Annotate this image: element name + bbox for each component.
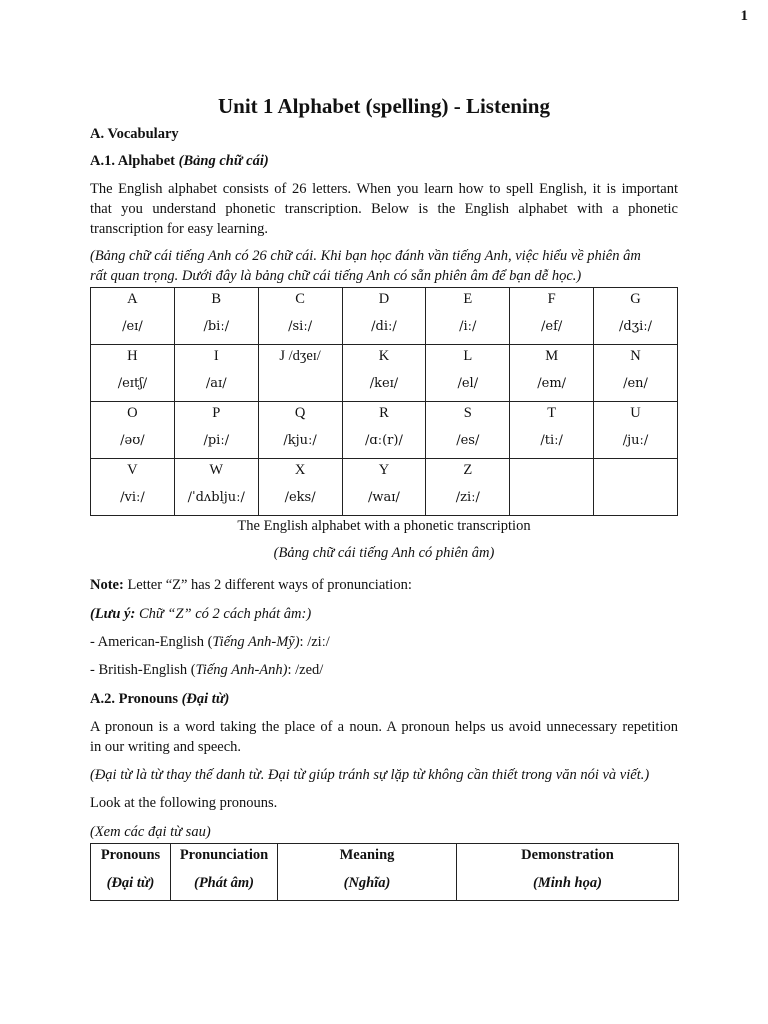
alphabet-cell (174, 402, 258, 459)
alphabet-letter: P (212, 405, 221, 421)
alphabet-letter: J /dʒeɪ/ (279, 348, 321, 364)
intro-en-line: transcription for easy learning. (90, 221, 268, 237)
alphabet-ipa: /viː/ (120, 490, 145, 505)
alphabet-ipa: /eks/ (284, 490, 316, 505)
alphabet-letter: F (547, 291, 556, 307)
alphabet-ipa: /biː/ (203, 319, 230, 334)
alphabet-cell (258, 345, 342, 402)
alphabet-ipa: /əʊ/ (120, 433, 145, 448)
a1-heading-text: A.1. Alphabet (90, 153, 179, 169)
alphabet-cell (594, 345, 678, 402)
header-en: Demonstration (521, 847, 614, 863)
alphabet-letter: O (127, 405, 138, 421)
alphabet-ipa: /aɪ/ (205, 376, 227, 391)
note-vi (90, 604, 678, 624)
british-pre: - British-English ( (90, 662, 196, 678)
pronoun-intro-vi: (Đại từ là từ thay thế danh từ. Đại từ giúp tránh sự lặp từ không cần thiết trong văn nói và viết.) (90, 767, 650, 783)
page-number: 1 (740, 8, 748, 24)
alphabet-letter: T (547, 405, 557, 421)
note-label: Note: (90, 577, 124, 593)
alphabet-ipa: /waɪ/ (368, 490, 400, 505)
alphabet-letter: K (378, 348, 390, 364)
alphabet-ipa: /es/ (456, 433, 480, 448)
a2-heading (90, 689, 678, 709)
alphabet-cell (342, 288, 426, 345)
a2-heading-text: A.2. Pronouns (90, 691, 182, 707)
header-vi: (Minh họa) (533, 875, 602, 891)
american-post: : /ziː/ (299, 634, 330, 650)
alphabet-cell (342, 345, 426, 402)
alphabet-ipa: /ɑː(r)/ (365, 433, 403, 448)
alphabet-cell (342, 402, 426, 459)
header-vi: (Phát âm) (193, 875, 254, 891)
alphabet-ipa: /eɪ/ (122, 319, 143, 334)
alphabet-letter: G (630, 291, 641, 307)
alphabet-cell (91, 459, 175, 516)
pronoun-table-header (278, 844, 457, 901)
alphabet-cell (426, 402, 510, 459)
intro-en-line: The English alphabet consists of 26 letters. When you learn how to spell English, it is important (90, 181, 678, 197)
alphabet-ipa: /ef/ (541, 319, 563, 334)
alphabet-letter: D (378, 291, 390, 307)
note-vi-text: Chữ “Z” có 2 cách phát âm:) (135, 606, 312, 622)
alphabet-cell (258, 402, 342, 459)
alphabet-cell (174, 345, 258, 402)
alphabet-ipa: /tiː/ (540, 433, 563, 448)
alphabet-letter: Q (294, 405, 306, 421)
american-pre: - American-English ( (90, 634, 213, 650)
header-vi: (Đại từ) (106, 875, 155, 891)
alphabet-cell (510, 345, 594, 402)
alphabet-cell (174, 459, 258, 516)
american-english (90, 632, 678, 652)
alphabet-cell (426, 345, 510, 402)
header-en: Pronouns (100, 847, 161, 863)
alphabet-ipa: /el/ (457, 376, 479, 391)
alphabet-letter: V (127, 462, 138, 478)
look-text: Look at the following pronouns. (90, 795, 278, 811)
alphabet-table (90, 287, 678, 516)
alphabet-cell (91, 345, 175, 402)
header-en: Pronunciation (179, 847, 269, 863)
alphabet-row (91, 288, 678, 345)
pronoun-intro-line: in our writing and speech. (90, 739, 242, 755)
alphabet-ipa: /en/ (623, 376, 648, 391)
american-vi: Tiếng Anh-Mỹ) (212, 634, 300, 650)
alphabet-letter: R (379, 405, 389, 421)
alphabet-letter: U (630, 405, 641, 421)
alphabet-cell (91, 288, 175, 345)
alphabet-cell (594, 288, 678, 345)
note-text: Letter “Z” has 2 different ways of pronunciation: (123, 577, 412, 593)
british-english (90, 660, 678, 680)
pronoun-table-header (171, 844, 278, 901)
alphabet-cell (258, 459, 342, 516)
pronoun-table (90, 843, 679, 901)
alphabet-cell (594, 402, 678, 459)
alphabet-cell (510, 288, 594, 345)
alphabet-letter: M (545, 348, 559, 364)
alphabet-cell (342, 459, 426, 516)
alphabet-ipa: /keɪ/ (369, 376, 399, 391)
alphabet-cell (510, 459, 594, 516)
alphabet-cell (91, 402, 175, 459)
alphabet-row (91, 345, 678, 402)
alphabet-row (91, 402, 678, 459)
intro-vi-line: rất quan trọng. Dưới đây là bảng chữ cái tiếng Anh có sẵn phiên âm để bạn dễ học.) (90, 268, 582, 284)
alphabet-ipa: /ziː/ (455, 490, 480, 505)
alphabet-letter: L (463, 348, 473, 364)
note (90, 575, 678, 595)
look-text-vi: (Xem các đại từ sau) (90, 824, 211, 840)
alphabet-ipa: /siː/ (288, 319, 313, 334)
alphabet-letter: C (295, 291, 305, 307)
alphabet-ipa: /kjuː/ (283, 433, 317, 448)
alphabet-ipa: /juː/ (622, 433, 649, 448)
intro-en-line: that you understand phonetic transcription. Below is the English alphabet with a phonetic (90, 201, 678, 217)
alphabet-ipa: /diː/ (371, 319, 397, 334)
alphabet-letter: Y (378, 462, 390, 478)
pronoun-table-header (91, 844, 171, 901)
alphabet-caption-vi: (Bảng chữ cái tiếng Anh có phiên âm) (273, 545, 495, 561)
alphabet-ipa: /dʒiː/ (619, 319, 653, 334)
alphabet-letter: B (211, 291, 222, 307)
pronoun-intro-en (90, 717, 678, 757)
alphabet-letter: N (630, 348, 641, 364)
alphabet-letter: H (127, 348, 138, 364)
pronoun-table-header (457, 844, 679, 901)
british-post: : /zed/ (287, 662, 324, 678)
alphabet-cell (594, 459, 678, 516)
alphabet-letter: I (213, 348, 219, 364)
alphabet-ipa: /eɪtʃ/ (117, 376, 148, 391)
alphabet-caption: The English alphabet with a phonetic transcription (237, 518, 531, 534)
alphabet-letter: X (294, 462, 306, 478)
alphabet-letter: W (209, 462, 224, 478)
a1-heading (90, 151, 678, 171)
alphabet-cell (426, 459, 510, 516)
alphabet-cell (258, 288, 342, 345)
alphabet-ipa: /ˈdʌbljuː/ (187, 490, 245, 505)
alphabet-ipa: /iː/ (459, 319, 477, 334)
alphabet-cell (510, 402, 594, 459)
pronoun-intro-line: A pronoun is a word taking the place of a noun. A pronoun helps us avoid unnecessary repetition (90, 719, 678, 735)
header-en: Meaning (339, 847, 395, 863)
intro-vi (90, 246, 678, 286)
section-a-heading: A. Vocabulary (90, 126, 179, 142)
a1-heading-vi: (Bảng chữ cái) (178, 153, 269, 169)
intro-vi-line: (Bảng chữ cái tiếng Anh có 26 chữ cái. Khi bạn học đánh vần tiếng Anh, việc hiểu về phiên âm (90, 248, 641, 264)
alphabet-letter: E (463, 291, 473, 307)
alphabet-ipa: /em/ (537, 376, 567, 391)
british-vi: Tiếng Anh-Anh) (195, 662, 288, 678)
note-vi-label: (Lưu ý: (90, 606, 136, 622)
page-title: Unit 1 Alphabet (spelling) - Listening (218, 94, 550, 118)
alphabet-cell (426, 288, 510, 345)
alphabet-row (91, 459, 678, 516)
header-vi: (Nghĩa) (343, 875, 391, 891)
a2-heading-vi: (Đại từ) (181, 691, 230, 707)
alphabet-ipa: /piː/ (203, 433, 230, 448)
alphabet-letter: Z (463, 462, 473, 478)
alphabet-letter: A (127, 291, 138, 307)
intro-en (90, 179, 678, 239)
alphabet-letter: S (463, 405, 472, 421)
alphabet-cell (174, 288, 258, 345)
